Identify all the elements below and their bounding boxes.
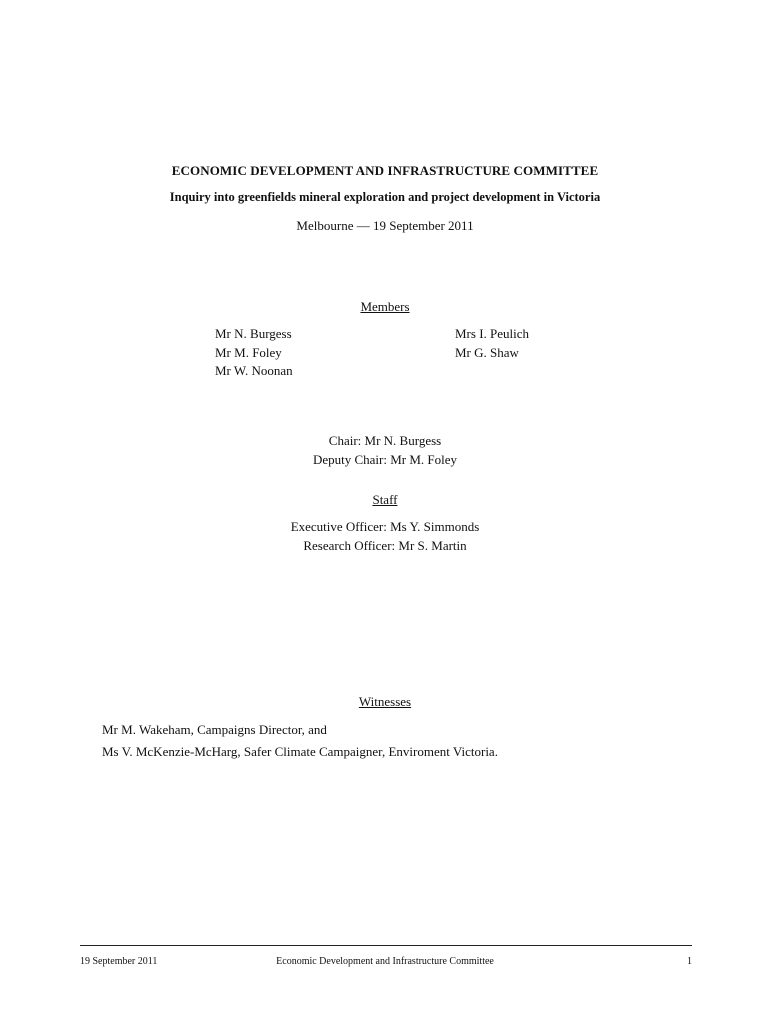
member-name: Mr N. Burgess bbox=[215, 326, 292, 341]
executive-officer-line: Executive Officer: Ms Y. Simmonds bbox=[290, 519, 480, 534]
members-heading: Members bbox=[360, 299, 410, 314]
committee-title: ECONOMIC DEVELOPMENT AND INFRASTRUCTURE COMMITTEE bbox=[171, 163, 599, 178]
chairs-block bbox=[0, 432, 770, 469]
member-name: Mr W. Noonan bbox=[215, 363, 293, 378]
member-name: Mr G. Shaw bbox=[455, 344, 519, 360]
staff-heading: Staff bbox=[372, 492, 398, 507]
chair-line: Chair: Mr N. Burgess bbox=[328, 433, 442, 448]
members-right-column bbox=[455, 325, 529, 362]
research-officer-line: Research Officer: Mr S. Martin bbox=[303, 537, 467, 553]
footer-committee: Economic Development and Infrastructure Committee bbox=[276, 956, 494, 967]
member-name: Mr M. Foley bbox=[215, 344, 282, 360]
staff-block bbox=[0, 518, 770, 555]
witnesses-heading: Witnesses bbox=[358, 694, 412, 709]
deputy-chair-line: Deputy Chair: Mr M. Foley bbox=[312, 451, 458, 467]
footer-date: 19 September 2011 bbox=[80, 956, 158, 967]
member-name: Mrs I. Peulich bbox=[455, 326, 530, 341]
witness-line: Ms V. McKenzie-McHarg, Safer Climate Campaigner, Enviroment Victoria. bbox=[102, 744, 498, 759]
witness-line: Mr M. Wakeham, Campaigns Director, and bbox=[102, 722, 327, 737]
page-number: 1 bbox=[687, 956, 692, 967]
inquiry-title: Inquiry into greenfields mineral exploration and project development in Victoria bbox=[169, 190, 601, 204]
members-left-column bbox=[215, 325, 293, 381]
place-date: Melbourne — 19 September 2011 bbox=[296, 218, 474, 233]
footer-divider bbox=[80, 945, 692, 946]
